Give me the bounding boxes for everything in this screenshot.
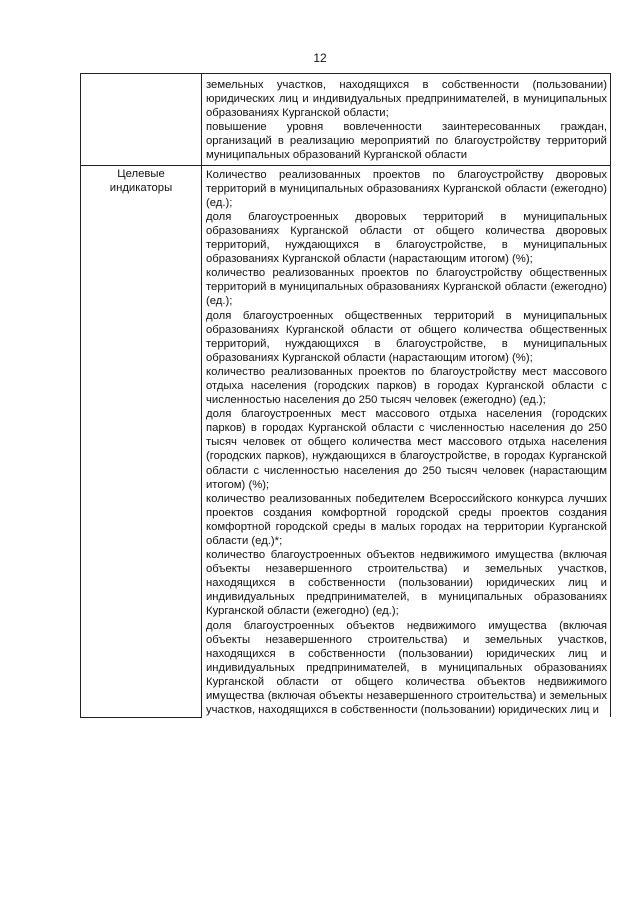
page-number: 12 — [313, 51, 327, 65]
paragraph: доля благоустроенных объектов недвижимого имущества (включая объекты незавершенного строительства) и земельных участков, находящихся в собственности (пользовании) юридических лиц и индивидуальных предпринимателей, в муниципальных образованиях Курганской области от общего количества объектов недвижимого имущества (включая объекты незавершенного строительства) и земельных участков, находящихся в собственности (пользовании) юридических лиц и — [206, 619, 607, 717]
paragraph: доля благоустроенных дворовых территорий в муниципальных образованиях Курганской области от общего количества дворовых территорий, нуждающихся в благоустройстве, в муниципальных образованиях Курганской области (нарастающим итогом) (%); — [206, 210, 607, 266]
row-label-cell — [81, 74, 202, 166]
table-row — [81, 74, 611, 166]
paragraph: Количество реализованных проектов по благоустройству дворовых территорий в муниципальных образованиях Курганской области (ежегодно) (ед.); — [206, 168, 607, 209]
paragraph: доля благоустроенных мест массового отдыха населения (городских парков) в городах Курганской области с численностью населения до 250 тысяч человек от общего количества мест массового отдыха населения (городских парков), нуждающихся в благоустройстве, в городах Курганской области с численностью населения до 250 тысяч человек (нарастающим итогом) (%); — [206, 408, 607, 491]
paragraph: количество благоустроенных объектов недвижимого имущества (включая объекты незавершенного строительства) и земельных участков, находящихся в собственности (пользовании) юридических лиц и индивидуальных предпринимателей, в муниципальных образованиях Курганской области (ежегодно) (ед.); — [206, 549, 607, 618]
paragraph: доля благоустроенных общественных территорий в муниципальных образованиях Курганской области от общего количества общественных территорий, нуждающихся в благоустройстве, в муниципальных образованиях Курганской области (нарастающим итогом) (%); — [206, 309, 607, 364]
paragraph: повышение уровня вовлеченности заинтересованных граждан, организаций в реализацию мероприятий по благоустройству территорий муниципальных образований Курганской области — [206, 121, 607, 162]
row-label-line: Целевые — [117, 167, 165, 180]
paragraph: количество реализованных победителем Всероссийского конкурса лучших проектов создания комфортной городской среды проектов создания комфортной городской среды в малых городах на территории Курганской области (ед.)*; — [206, 492, 607, 547]
row-content-cell — [202, 165, 611, 717]
paragraph: земельных участков, находящихся в собственности (пользовании) юридических лиц и индивидуальных предпринимателей, в муниципальных образованиях Курганской области; — [206, 79, 607, 120]
paragraph: количество реализованных проектов по благоустройству общественных территорий в муниципальных образованиях Курганской области (ежегодно) (ед.); — [206, 267, 607, 308]
paragraph: количество реализованных проектов по благоустройству мест массового отдыха населения (городских парков) в городах Курганской области с численностью населения до 250 тысяч человек (ежегодно) (ед.); — [206, 365, 607, 407]
row-label — [81, 167, 201, 195]
row-label-line: индикаторы — [109, 181, 173, 194]
row-label-cell — [81, 165, 202, 717]
table-row — [81, 165, 611, 717]
passport-table — [80, 73, 611, 718]
row-content-cell — [202, 74, 611, 166]
